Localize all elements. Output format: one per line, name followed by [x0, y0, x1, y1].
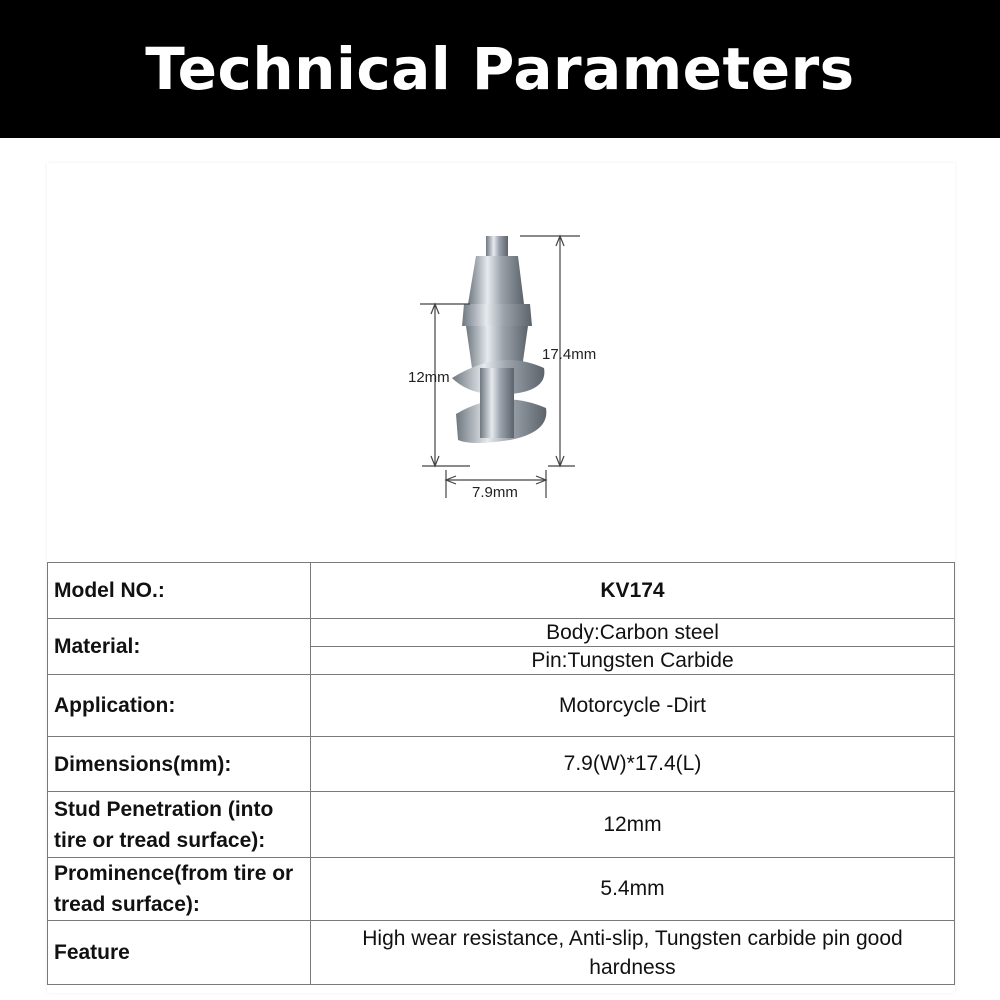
dimensions-label: Dimensions(mm): — [48, 737, 311, 792]
penetration-spec-value: 12mm — [311, 792, 955, 858]
model-label: Model NO.: — [48, 563, 311, 619]
length-label: 17.4mm — [542, 346, 597, 363]
penetration-spec-label: Stud Penetration (into tire or tread surface): — [48, 792, 311, 858]
page-title: Technical Parameters — [145, 35, 855, 103]
material-pin-value: Pin:Tungsten Carbide — [311, 647, 955, 675]
header-banner — [0, 0, 1000, 138]
model-value: KV174 — [311, 563, 955, 619]
application-value: Motorcycle -Dirt — [311, 675, 955, 737]
application-label: Application: — [48, 675, 311, 737]
penetration-label: 12mm — [408, 369, 450, 386]
table-row — [48, 675, 955, 737]
table-row — [48, 858, 955, 921]
prominence-label: Prominence(from tire or tread surface): — [48, 858, 311, 921]
material-label: Material: — [48, 619, 311, 675]
feature-value: High wear resistance, Anti-slip, Tungsten carbide pin good hardness — [311, 921, 955, 985]
dimensions-value: 7.9(W)*17.4(L) — [311, 737, 955, 792]
table-row — [48, 563, 955, 619]
stud-diagram — [360, 218, 640, 518]
width-label: 7.9mm — [472, 484, 518, 501]
stud-icon — [452, 236, 546, 443]
table-row — [48, 737, 955, 792]
prominence-value: 5.4mm — [311, 858, 955, 921]
table-row — [48, 792, 955, 858]
spec-table — [47, 562, 955, 985]
table-row — [48, 921, 955, 985]
table-row — [48, 619, 955, 647]
material-body-value: Body:Carbon steel — [311, 619, 955, 647]
feature-label: Feature — [48, 921, 311, 985]
